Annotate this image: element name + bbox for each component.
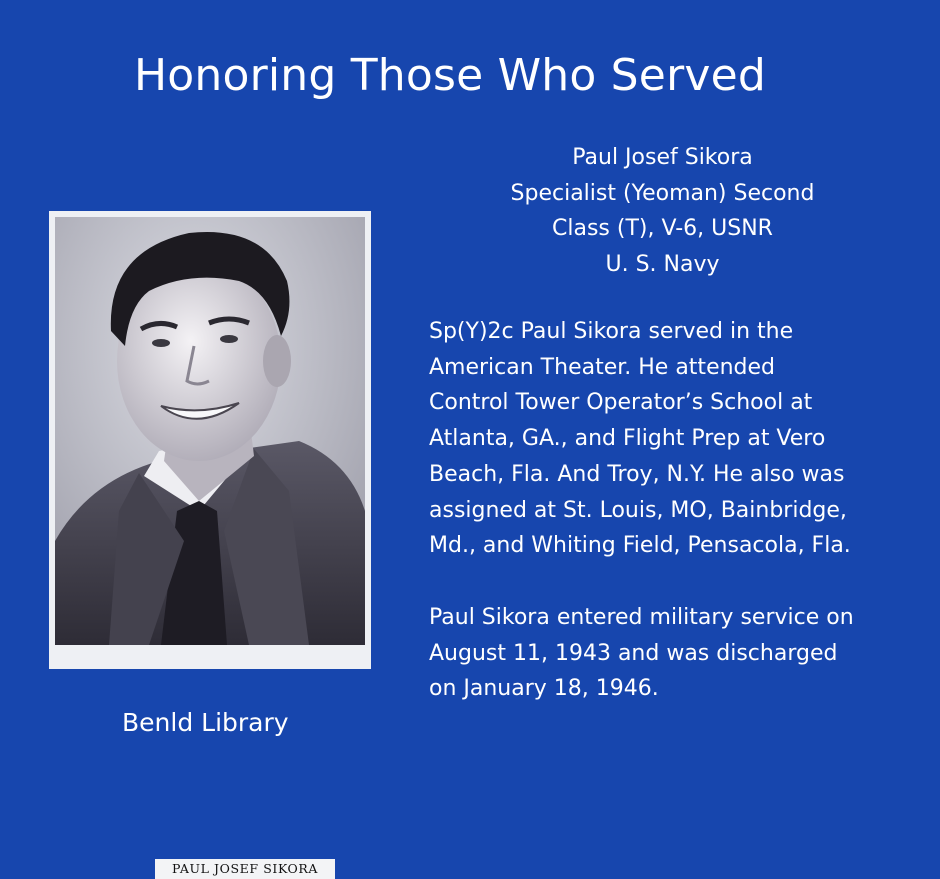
veteran-name: Paul Josef Sikora	[572, 145, 753, 170]
biography	[429, 314, 909, 743]
bio-line: Atlanta, GA., and Flight Prep at Vero	[429, 426, 826, 452]
bio-line: on January 18, 1946.	[429, 676, 659, 702]
rank-line-1: Specialist (Yeoman) Second	[510, 180, 815, 206]
bio-line: Sp(Y)2c Paul Sikora served in the	[429, 319, 794, 344]
page-title: Honoring Those Who Served	[133, 50, 767, 101]
photo-caption: PAUL JOSEF SIKORA	[155, 859, 335, 879]
bio-line: Control Tower Operator’s School at	[429, 390, 813, 416]
bio-line: Beach, Fla. And Troy, N.Y. He also was	[429, 461, 845, 487]
bio-line: August 11, 1943 and was discharged	[429, 640, 838, 666]
rank-line-2: Class (T), V-6, USNR	[552, 216, 773, 241]
bio-line: American Theater. He attended	[429, 354, 776, 380]
library-credit: Benld Library	[122, 708, 289, 737]
bio-line: Paul Sikora entered military service on	[429, 604, 854, 630]
bio-paragraph-service	[429, 314, 909, 564]
bio-paragraph-dates	[429, 600, 909, 707]
bio-line: Md., and Whiting Field, Pensacola, Fla.	[429, 533, 851, 559]
portrait-illustration	[49, 211, 371, 669]
service-header	[440, 140, 885, 282]
bio-line: assigned at St. Louis, MO, Bainbridge,	[429, 497, 847, 523]
branch: U. S. Navy	[605, 251, 720, 277]
